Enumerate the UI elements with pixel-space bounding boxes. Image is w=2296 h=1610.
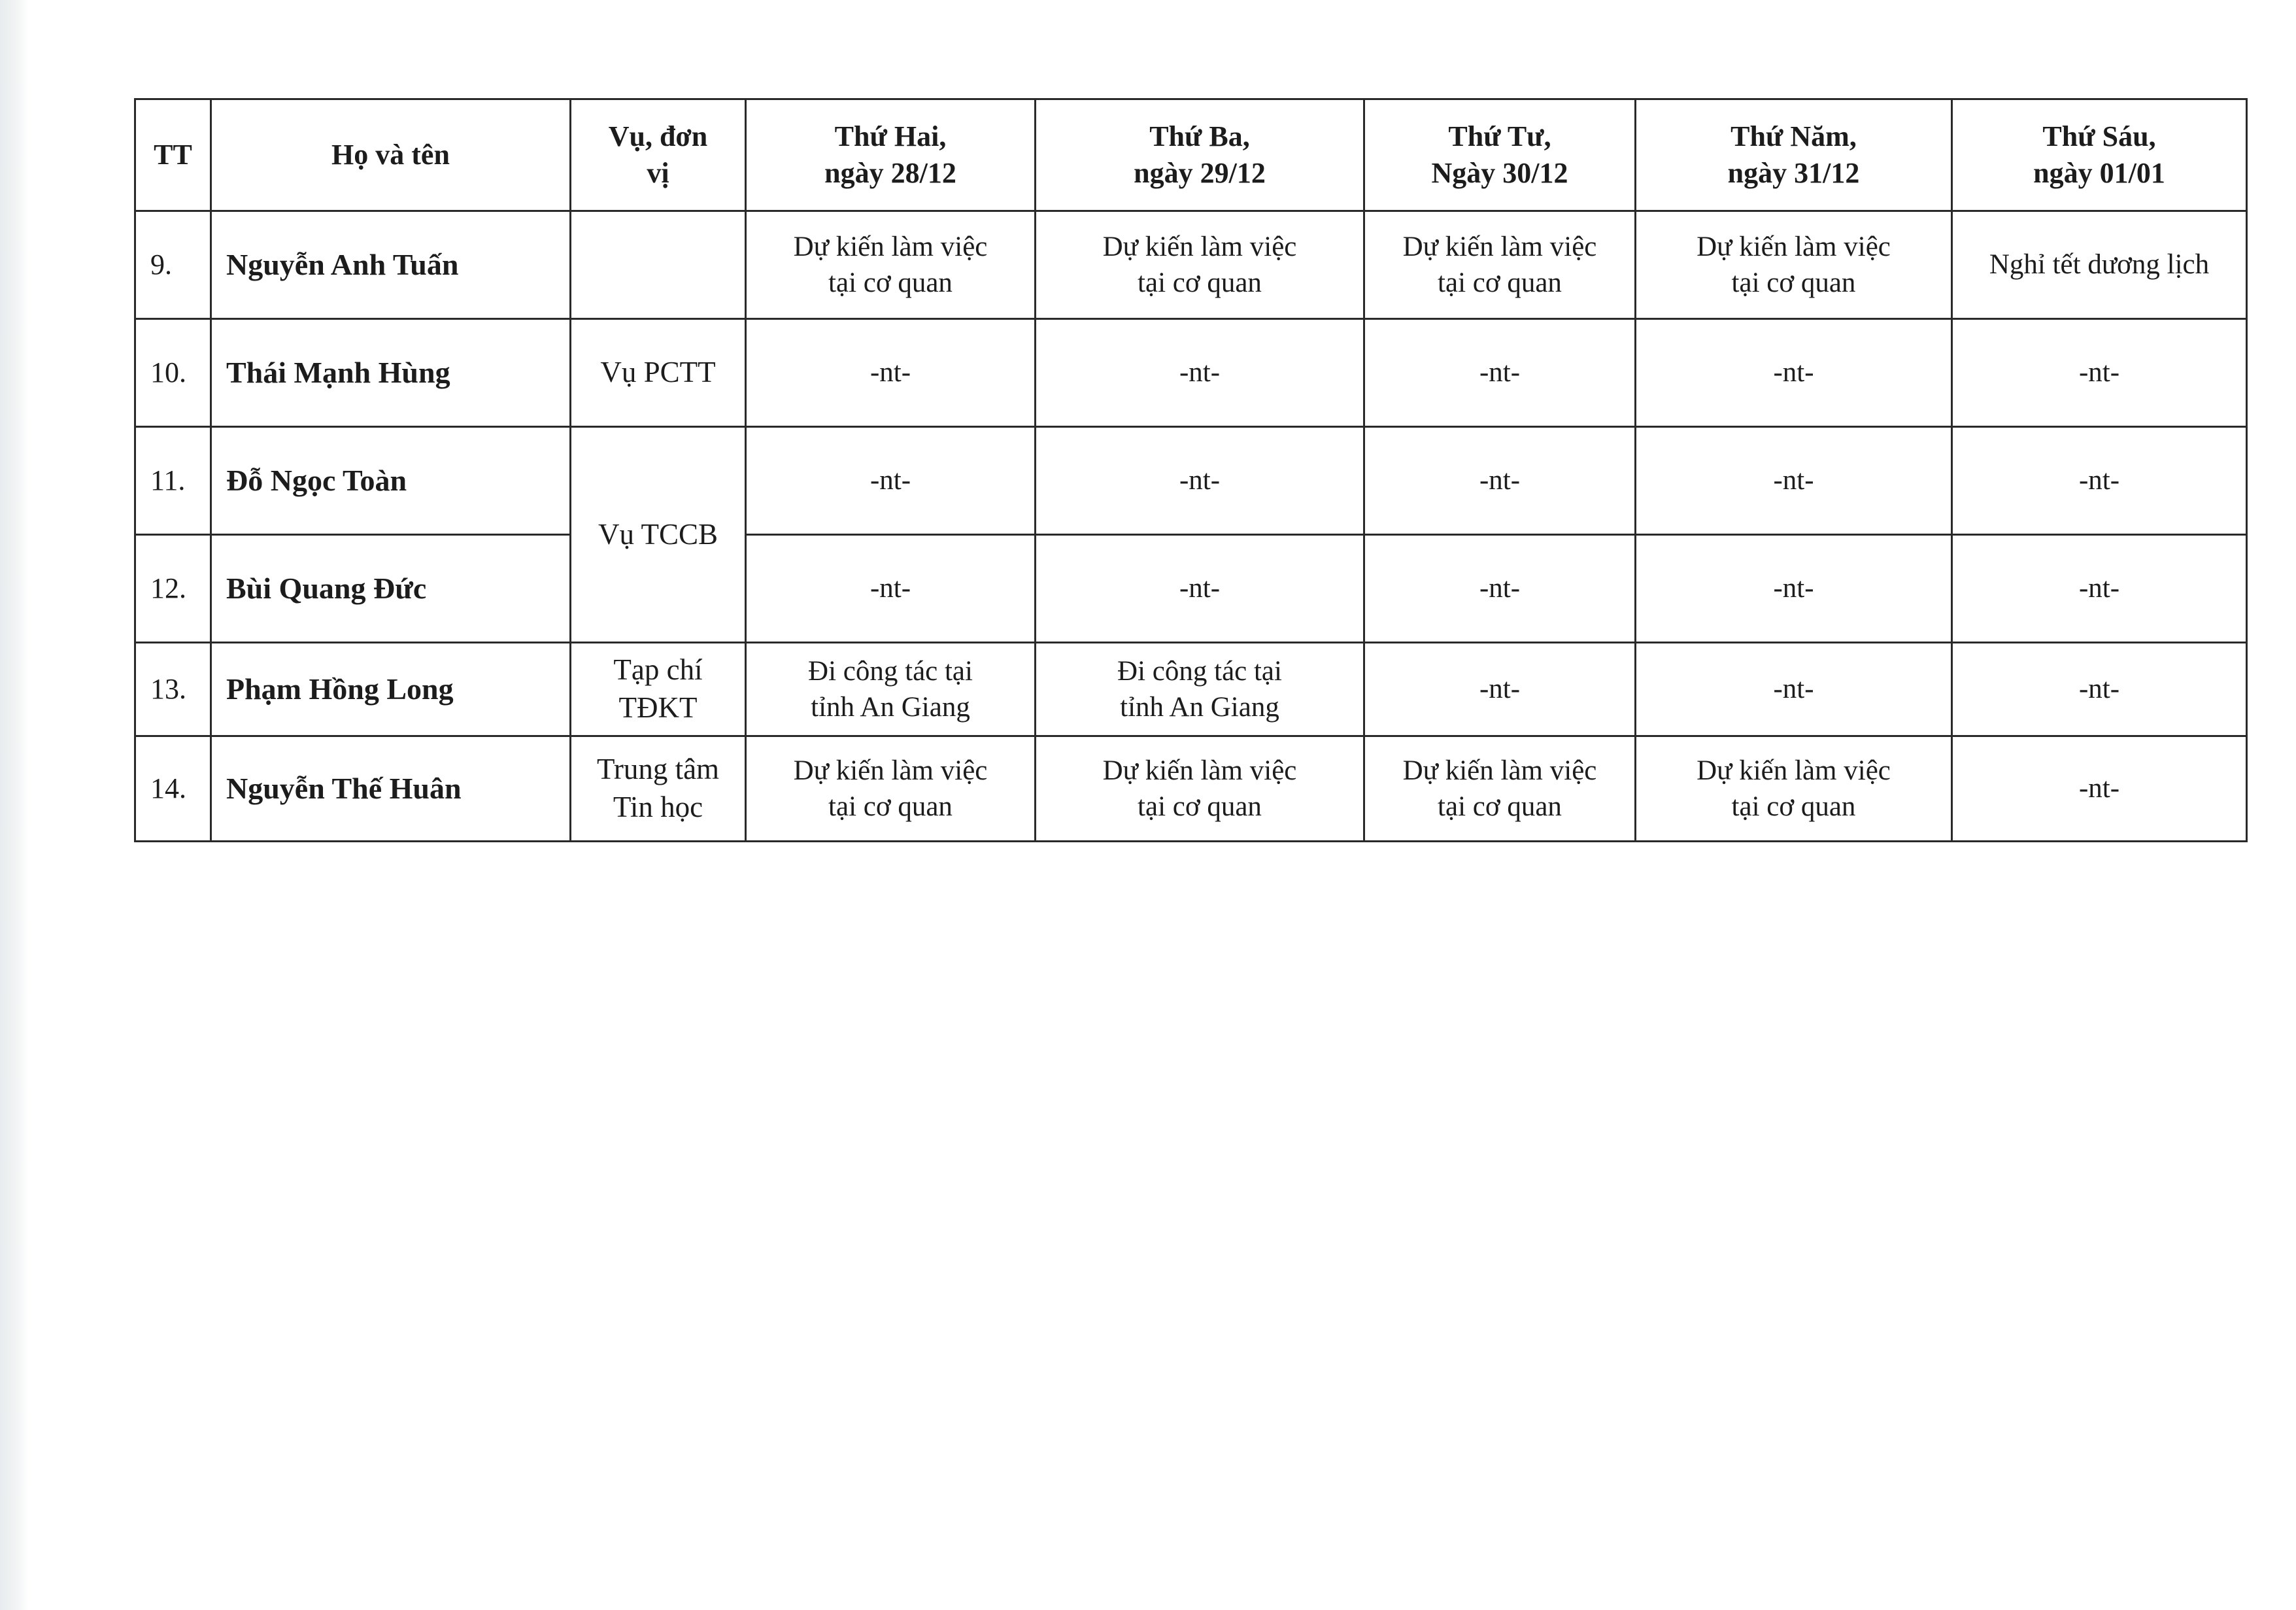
schedule-cell-monday: -nt- (746, 535, 1036, 643)
header-row (135, 99, 2247, 211)
schedule-cell-friday (1952, 211, 2247, 319)
cell-line: tỉnh An Giang (811, 692, 970, 723)
cell-line: Dự kiến làm việc (1697, 755, 1891, 786)
schedule-cell-wednesday: -nt- (1364, 427, 1636, 535)
row-number: 13. (135, 643, 211, 736)
header-date-line: ngày 01/01 (2033, 157, 2165, 189)
schedule-cell-thursday (1636, 736, 1952, 842)
schedule-cell-tuesday: -nt- (1036, 535, 1364, 643)
schedule-cell-monday: -nt- (746, 427, 1036, 535)
cell-line: Dự kiến làm việc (1697, 231, 1891, 262)
header-tt: TT (135, 99, 211, 211)
schedule-cell-tuesday (1036, 736, 1364, 842)
header-unit-line: vị (647, 157, 669, 189)
unit-cell: Vụ TCCB (571, 427, 746, 643)
table-row (135, 211, 2247, 319)
cell-line: Dự kiến làm việc (793, 755, 988, 786)
schedule-cell-friday: -nt- (1952, 427, 2247, 535)
schedule-cell-thursday: -nt- (1636, 643, 1952, 736)
header-day-line: Thứ Tư, (1448, 120, 1551, 152)
schedule-cell-thursday: -nt- (1636, 535, 1952, 643)
header-date-line: ngày 29/12 (1134, 157, 1266, 189)
row-number: 14. (135, 736, 211, 842)
header-thursday (1636, 99, 1952, 211)
cell-line: Đi công tác tại (1117, 655, 1282, 687)
header-day-line: Thứ Năm, (1730, 120, 1857, 152)
header-friday (1952, 99, 2247, 211)
cell-line: Nghỉ tết dương lịch (1989, 249, 2210, 281)
person-name: Đỗ Ngọc Toàn (211, 427, 571, 535)
schedule-cell-wednesday: -nt- (1364, 643, 1636, 736)
header-day-line: Thứ Sáu, (2042, 120, 2156, 152)
schedule-cell-wednesday: -nt- (1364, 535, 1636, 643)
cell-line: tại cơ quan (828, 791, 953, 822)
cell-line: Dự kiến làm việc (1402, 231, 1597, 262)
header-date-line: ngày 28/12 (824, 157, 956, 189)
cell-line: tại cơ quan (828, 267, 953, 298)
schedule-cell-monday (746, 643, 1036, 736)
schedule-cell-tuesday: -nt- (1036, 427, 1364, 535)
header-wednesday (1364, 99, 1636, 211)
table-row (135, 535, 2247, 643)
person-name: Phạm Hồng Long (211, 643, 571, 736)
unit-cell: Vụ PCTT (571, 319, 746, 427)
schedule-cell-friday: -nt- (1952, 319, 2247, 427)
row-number: 12. (135, 535, 211, 643)
cell-line: tại cơ quan (1731, 267, 1856, 298)
schedule-cell-wednesday (1364, 736, 1636, 842)
header-name: Họ và tên (211, 99, 571, 211)
schedule-cell-monday (746, 736, 1036, 842)
schedule-cell-tuesday (1036, 211, 1364, 319)
schedule-cell-tuesday (1036, 643, 1364, 736)
person-name: Thái Mạnh Hùng (211, 319, 571, 427)
row-number: 10. (135, 319, 211, 427)
work-schedule-table (134, 98, 2248, 842)
schedule-cell-friday: -nt- (1952, 535, 2247, 643)
schedule-cell-thursday: -nt- (1636, 319, 1952, 427)
unit-cell: Trung tâm Tin học (571, 736, 746, 842)
header-unit-line: Vụ, đơn (608, 120, 708, 152)
cell-line: tại cơ quan (1438, 791, 1562, 822)
cell-line: tại cơ quan (1138, 791, 1262, 822)
cell-line: Dự kiến làm việc (1402, 755, 1597, 786)
schedule-cell-wednesday: -nt- (1364, 319, 1636, 427)
cell-line: Dự kiến làm việc (793, 231, 988, 262)
cell-line: tỉnh An Giang (1120, 692, 1279, 723)
schedule-cell-monday (746, 211, 1036, 319)
header-date-line: Ngày 30/12 (1431, 157, 1568, 189)
scan-edge (0, 0, 29, 1610)
header-date-line: ngày 31/12 (1727, 157, 1860, 189)
table-row (135, 319, 2247, 427)
header-unit (571, 99, 746, 211)
schedule-cell-friday: -nt- (1952, 643, 2247, 736)
cell-line: Dự kiến làm việc (1102, 755, 1297, 786)
row-number: 9. (135, 211, 211, 319)
document-page (134, 98, 2246, 842)
person-name: Bùi Quang Đức (211, 535, 571, 643)
table-row (135, 643, 2247, 736)
cell-line: tại cơ quan (1438, 267, 1562, 298)
person-name: Nguyễn Thế Huân (211, 736, 571, 842)
schedule-cell-friday: -nt- (1952, 736, 2247, 842)
schedule-cell-thursday (1636, 211, 1952, 319)
schedule-cell-monday: -nt- (746, 319, 1036, 427)
cell-line: Đi công tác tại (808, 655, 973, 687)
schedule-cell-thursday: -nt- (1636, 427, 1952, 535)
table-row (135, 427, 2247, 535)
header-tuesday (1036, 99, 1364, 211)
row-number: 11. (135, 427, 211, 535)
header-monday (746, 99, 1036, 211)
person-name: Nguyễn Anh Tuấn (211, 211, 571, 319)
schedule-cell-tuesday: -nt- (1036, 319, 1364, 427)
unit-cell (571, 211, 746, 319)
unit-cell: Tạp chí TĐKT (571, 643, 746, 736)
header-day-line: Thứ Hai, (834, 120, 947, 152)
header-day-line: Thứ Ba, (1149, 120, 1250, 152)
table-row (135, 736, 2247, 842)
cell-line: Dự kiến làm việc (1102, 231, 1297, 262)
cell-line: tại cơ quan (1138, 267, 1262, 298)
cell-line: tại cơ quan (1731, 791, 1856, 822)
schedule-cell-wednesday (1364, 211, 1636, 319)
